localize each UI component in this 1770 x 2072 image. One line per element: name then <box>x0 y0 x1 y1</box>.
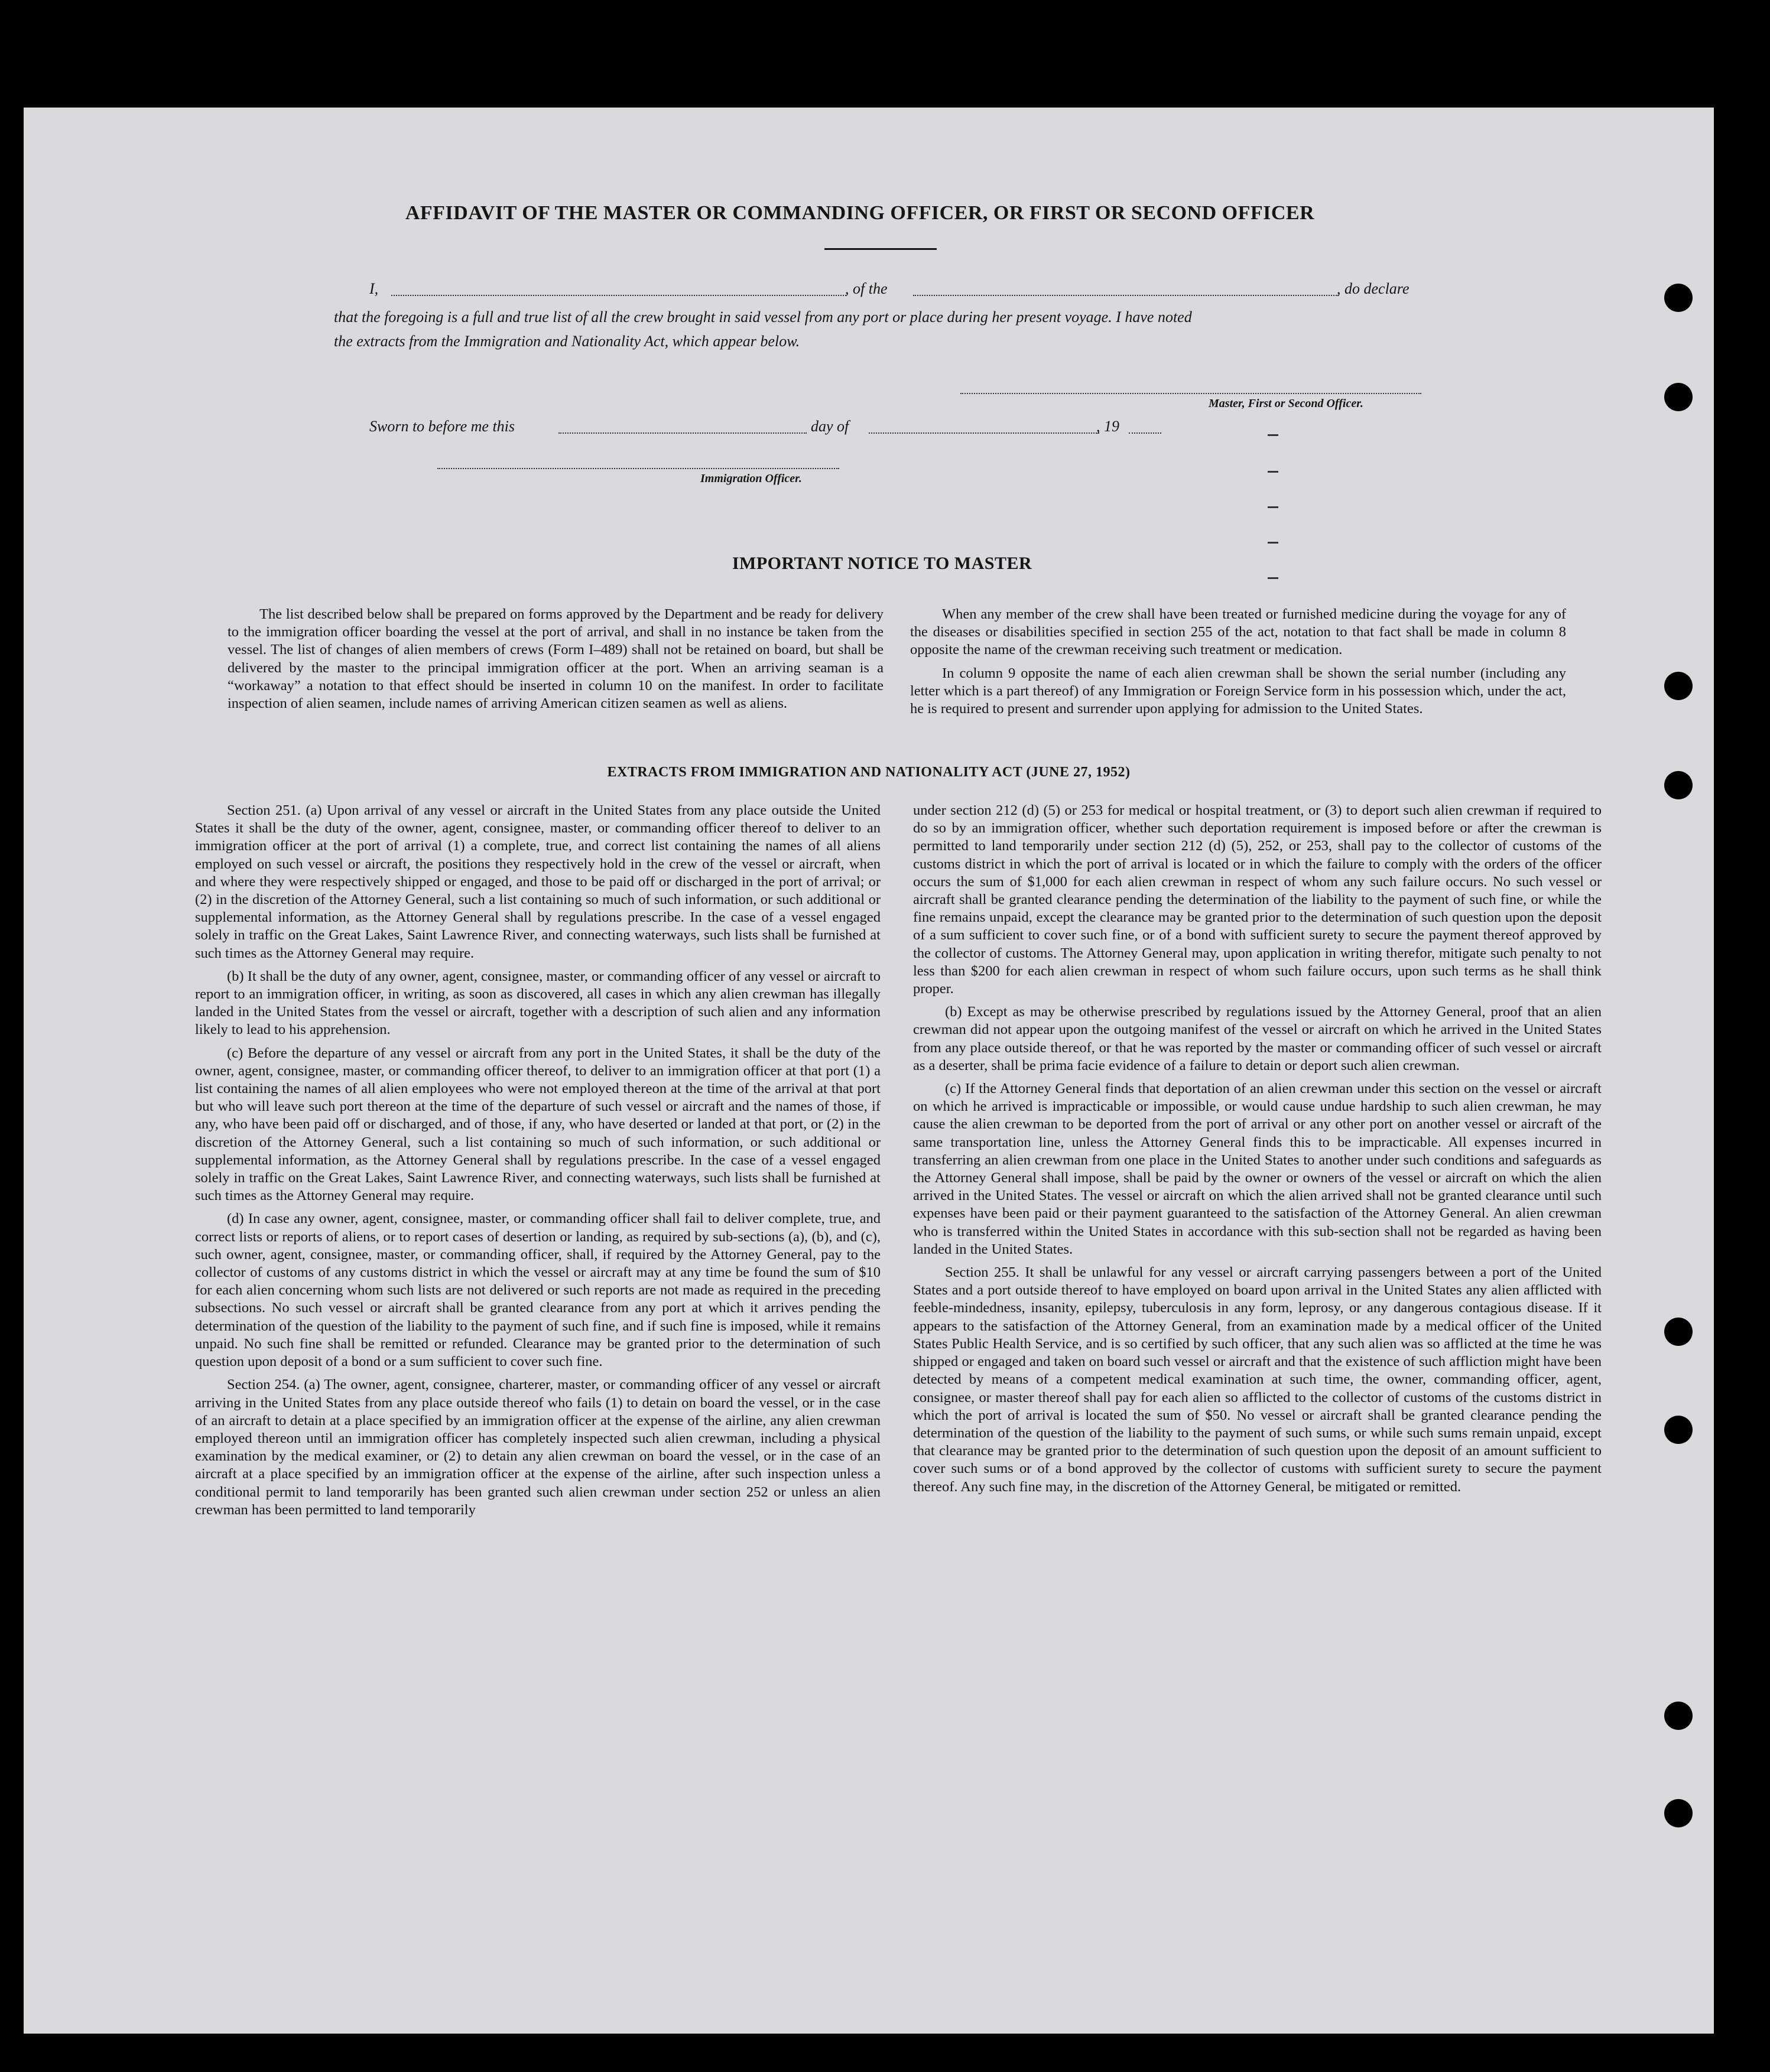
document-page <box>24 108 1714 2034</box>
section-255: Section 255. It shall be unlawful for any vessel or aircraft carrying passengers between a port of the United States and a port outside thereof to have employed on board upon arrival in the United States any alien afflicted with feeble-mindedness, insanity, epilepsy, tuberculosis in any form, leprosy, or any dangerous contagious disease. If it appears to the satisfaction of the Attorney General, from an examination made by a medical officer of the United States Public Health Service, and is so certified by such officer, that any such alien was so afflicted at the time he was shipped or engaged and taken on board such vessel or aircraft and that the existence of such affliction might have been detected by means of a competent medical examination at such time, the owner, commanding officer, agent, consignee, or master thereof shall pay for each alien so afflicted to the collector of customs of the customs district in which the port of arrival is located the sum of $50. No vessel or aircraft shall be granted clearance pending the determination of the question of the liability to the payment of such sums, or while such sums remain unpaid, except that clearance may be granted prior to the determination of such question upon the deposit of an amount sufficient to cover such sums or of a bond approved by the collector of customs with sufficient surety to secure the payment thereof. Any such fine may, in the discretion of the Attorney General, be mitigated or remitted. <box>913 1264 1602 1495</box>
section-254-c: (c) If the Attorney General finds that deportation of an alien crewman under this section on the vessel or aircraft on which he arrived is impracticable or impossible, or would cause undue hardship to such alien crewman, he may cause the alien crewman to be deported from the port of arrival or any other port on another vessel or aircraft of the same transportation line, unless the Attorney General finds this to be impracticable. All expenses incurred in transferring an alien crewman from one place in the United States to another under such conditions and safeguards as the Attorney General shall impose, shall be paid by the owner or owners of the vessel or aircraft on which the alien arrived in the United States. The vessel or aircraft on which the alien arrived shall not be granted clearance until such expenses have been paid or their payment guaranteed to the satisfaction of the Attorney General. An alien crewman who is transferred within the United States in accordance with this sub-section shall not be regarded as having been landed in the United States. <box>913 1081 1602 1257</box>
extracts-left-column <box>195 802 881 1524</box>
edge-mark <box>1268 542 1278 544</box>
edge-mark <box>1268 434 1278 436</box>
affidavit-line-3: the extracts from the Immigration and Nationality Act, which appear below. <box>334 333 800 350</box>
edge-mark <box>1268 471 1278 473</box>
affidavit-i: I, <box>369 280 379 297</box>
punch-hole <box>1664 383 1693 411</box>
officer-signature-label: Immigration Officer. <box>700 472 802 485</box>
notice-title: IMPORTANT NOTICE TO MASTER <box>732 554 1032 573</box>
extracts-title: EXTRACTS FROM IMMIGRATION AND NATIONALITY ACT (JUNE 27, 1952) <box>607 765 1131 780</box>
punch-hole <box>1664 1702 1693 1730</box>
officer-signature-line <box>437 468 839 469</box>
section-251-b: (b) It shall be the duty of any owner, agent, consignee, master, or commanding officer of any vessel or aircraft to report to an immigration officer, in writing, as soon as discovered, all cases in which any alien crewman has illegally landed in the United States from the vessel or aircraft, together with a description of such alien and any information likely to lead to his apprehension. <box>195 968 881 1038</box>
section-251-a: Section 251. (a) Upon arrival of any vessel or aircraft in the United States from any place outside the United States it shall be the duty of the owner, agent, consignee, master, or commanding officer thereof to deliver to an immigration officer at the port of arrival (1) a complete, true, and correct list containing the names of all aliens employed on such vessel or aircraft, the positions they respectively hold in the crew of the vessel or aircraft, when and where they were respectively shipped or engaged, and those to be paid off or discharged in the port of arrival; or (2) in the discretion of the Attorney General, such a list containing so much of such information, or such additional or supplemental information, as the Attorney General shall by regulations prescribe. In the case of a vessel engaged solely in traffic on the Great Lakes, Saint Lawrence River, and connecting waterways, such lists shall be furnished at such times as the Attorney General may require. <box>195 802 881 961</box>
affidavit-title: AFFIDAVIT OF THE MASTER OR COMMANDING OFFICER, OR FIRST OR SECOND OFFICER <box>405 202 1315 224</box>
section-251-c: (c) Before the departure of any vessel or aircraft from any port in the United States, it shall be the duty of the owner, agent, consignee, master, or commanding officer thereof, to deliver to an immigration officer at that port (1) a list containing the names of all alien employees who were not employed thereon at the time of the arrival at that port but who will leave such port thereon at the time of the departure of such vessel or aircraft and the names of those, if any, who have been paid off or discharged, and of those, if any, who have deserted or landed at that port, or (2) in the discretion of the Attorney General, such a list containing so much of such information, or such additional or supplemental information, as the Attorney General shall by regulations prescribe. In the case of a vessel engaged solely in traffic on the Great Lakes, Saint Lawrence River, and connecting waterways, such lists shall be furnished at such times as the Attorney General may require. <box>195 1045 881 1204</box>
affidavit-do-declare: , do declare <box>1337 280 1409 297</box>
day-of-label: day of <box>811 418 849 435</box>
notice-left-paragraph: The list described below shall be prepared on forms approved by the Department and be ready for delivery to the immigration officer boarding the vessel at the port of arrival, and shall in no instance be taken from the vessel. The list of changes of alien members of crews (Form I–489) shall not be retained on board, but shall be delivered by the master to the principal immigration officer at the port. When an arriving seaman is a “workaway” a notation to that effect should be inserted in column 10 on the manifest. In order to facilitate inspection of alien seamen, include names of arriving American citizen seamen as well as aliens. <box>228 606 884 712</box>
punch-hole <box>1664 672 1693 700</box>
year-blank <box>1129 432 1161 434</box>
section-254-b: (b) Except as may be otherwise prescribed by regulations issued by the Attorney General, proof that an alien crewman did not appear upon the outgoing manifest of the vessel or aircraft on which he arrived in the United States from any place outside thereof, or that he was reported by the master or commanding officer of such vessel or aircraft as a deserter, shall be prima facie evidence of a failure to detain or deport such alien crewman. <box>913 1004 1602 1074</box>
affidavit-of-the: , of the <box>845 280 888 297</box>
affidavit-line-2: that the foregoing is a full and true list of all the crew brought in said vessel from any port or place during her present voyage. I have noted <box>334 308 1192 326</box>
section-251-d: (d) In case any owner, agent, consignee, master, or commanding officer shall fail to deliver complete, true, and correct lists or reports of aliens, or to report cases of desertion or landing, as required by sub-sections (a), (b), and (c), such owner, agent, consignee, master, or commanding officer, shall, if required by the Attorney General, pay to the collector of customs of any customs district in which the vessel or aircraft may at any time be found the sum of $10 for each alien concerning whom such lists are not delivered or such reports are not made as required in the preceding subsections. No such vessel or aircraft shall be granted clearance from any port at which it arrives pending the determination of the question of the liability to the payment of such fine, and if such fine is imposed, while it remains unpaid. No such fine shall be remitted or refunded. Clearance may be granted prior to the determination of such question upon deposit of a bond or a sum sufficient to cover such fine. <box>195 1211 881 1370</box>
master-signature-label: Master, First or Second Officer. <box>1209 397 1363 410</box>
title-rule <box>824 248 937 250</box>
edge-mark <box>1268 506 1278 508</box>
punch-hole <box>1664 771 1693 799</box>
punch-hole <box>1664 284 1693 312</box>
section-254-a: Section 254. (a) The owner, agent, consignee, charterer, master, or commanding officer of any vessel or aircraft arriving in the United States from any place outside thereof who fails (1) to detain on board the vessel, or in the case of an aircraft to detain at a place specified by an immigration officer at the expense of the airline, any alien crewman employed thereon until an immigration officer has completely inspected such alien crewman, including a physical examination by the medical examiner, or (2) to detain any alien crewman on board the vessel, or in the case of an aircraft at a place specified by an immigration officer at the expense of the airline, after such inspection unless a conditional permit to land temporarily has been granted such alien crewman under section 252 or unless an alien crewman has been permitted to land temporarily <box>195 1377 881 1518</box>
sworn-label: Sworn to before me this <box>369 418 515 435</box>
extracts-right-column <box>913 802 1602 1501</box>
punch-hole <box>1664 1416 1693 1444</box>
notice-right-paragraph-1: When any member of the crew shall have been treated or furnished medicine during the voyage for any of the diseases or disabilities specified in section 255 of the act, notation to that fact shall be made in column 8 opposite the name of the crewman receiving such treatment or medication. <box>910 606 1566 658</box>
master-signature-line <box>960 393 1421 394</box>
notice-left-column <box>228 606 884 718</box>
vessel-blank <box>913 295 1339 296</box>
name-blank <box>391 295 846 296</box>
year-label: , 19 <box>1096 418 1119 435</box>
notice-right-column <box>910 606 1566 723</box>
section-254-a-continued: under section 212 (d) (5) or 253 for medical or hospital treatment, or (3) to deport such alien crewman if required to do so by an immigration officer, whether such deportation requirement is imposed before or after the crewman is permitted to land temporarily under section 212 (d) (5), 252, or 253, shall pay to the collector of customs of the customs district in which the port of arrival is located or in which the failure to comply with the orders of the officer occurs the sum of $1,000 for each alien crewman in respect of whom any such failure occurs. No such vessel or aircraft shall be granted clearance pending the determination of the liability to the payment of such fine, or while the fine remains unpaid, except the clearance may be granted prior to the determination of such question upon the deposit of a sum sufficient to cover such fine, or of a bond with sufficient surety to secure the payment thereof approved by the collector of customs. The Attorney General may, upon application in writing therefor, mitigate such penalty to not less than $200 for each alien crewman in respect of whom such failure occurs, upon such terms as he shall think proper. <box>913 802 1602 997</box>
month-blank <box>869 432 1099 434</box>
punch-hole <box>1664 1799 1693 1827</box>
sworn-day-blank <box>558 432 807 434</box>
notice-right-paragraph-2: In column 9 opposite the name of each alien crewman shall be shown the serial number (including any letter which is a part thereof) of any Immigration or Foreign Service form in his possession which, under the act, he is required to present and surrender upon applying for admission to the United States. <box>910 665 1566 717</box>
punch-hole <box>1664 1318 1693 1346</box>
edge-mark <box>1268 577 1278 579</box>
